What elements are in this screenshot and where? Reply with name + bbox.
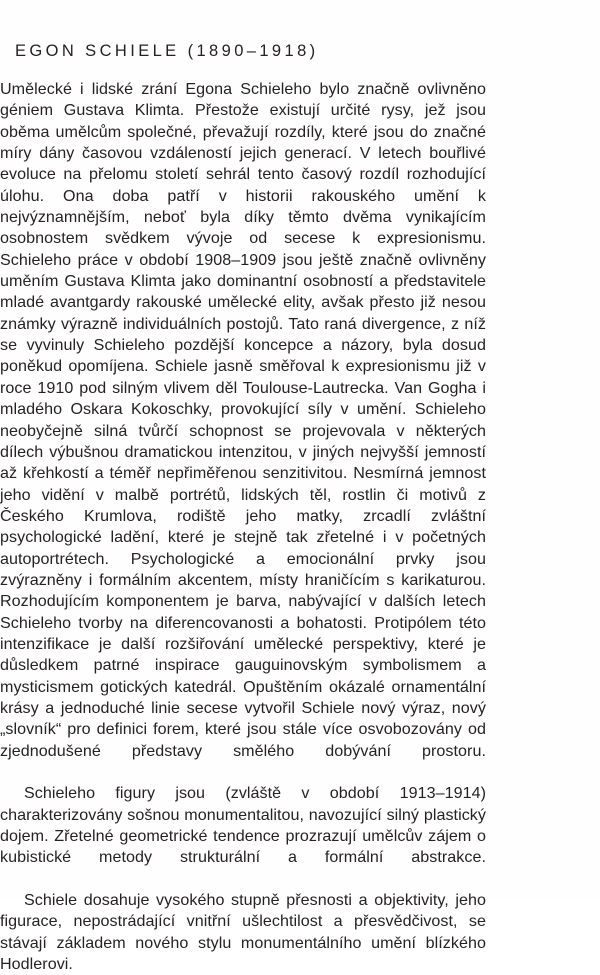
paragraph: Schiele dosahuje vysokého stupně přesnosti a objektivity, jeho figurace, nepostrádající vnitřní ušlechtilost a přesvědčivost, se stávají základem nového stylu monumentálního umění blízkého Hodlerovi. <box>0 891 486 974</box>
body-text-block <box>0 79 486 975</box>
page-title: EGON SCHIELE (1890–1918) <box>15 42 319 60</box>
paragraph: Schieleho figury jsou (zvláště v období 1913–1914) charakterizovány sošnou monumentalitou, navozující silný plastický dojem. Zřetelné geometrické tendence prozrazují umělcův zájem o kubistické metody strukturální a formální abstrakce. <box>0 784 486 867</box>
paragraph: Umělecké i lidské zrání Egona Schieleho bylo značně ovlivněno géniem Gustava Klimta. Přestože existují určité rysy, jež jsou oběma umělcům společné, převažují rozdíly, které jsou do značné míry dány časovou vzdáleností jejich generací. V letech bouřlivé evoluce na přelomu století sehrál tento časový rozdíl rozhodující úlohu. Ona doba patří v historii rakouského umění k nejvýznamnějším, neboť byla díky těmto dvěma vynikajícím osobnostem svědkem vývoje od secese k expresionismu. Schieleho práce v období 1908–1909 jsou ještě značně ovlivněny uměním Gustava Klimta jako dominantní osobností a představitele mladé avantgardy rakouské umělecké elity, avšak přesto již nesou známky výrazně individuálních postojů. Tato raná divergence, z níž se vyvinuly Schieleho pozdější koncepce a názory, byla dosud poněkud opomíjena. Schiele jasně směřoval k expresionismu již v roce 1910 pod silným vlivem děl Toulouse-Lautrecka. Van Gogha i mladého Oskara Kokoschky, provokující síly v umění. Schieleho neobyčejně silná tvůrčí schopnost se projevovala v některých dílech výbušnou dramatickou intenzitou, v jiných nejvyšší jemností až křehkostí a téměř nepřiměřenou senzitivitou. Nesmírná jemnost jeho vidění v malbě portrétů, lidských těl, rostlin či motivů z Českého Krumlova, rodiště jeho matky, zrcadlí zvláštní psychologické ladění, které je stejně tak zřetelné i v početných autoportrétech. Psychologické a emocionální prvky jsou zvýrazněny i formálním akcentem, místy hraničícím s karikaturou. Rozhodujícím komponentem je barva, nabývající v dalších letech Schieleho tvorby na diferencovanosti a bohatosti. Protipólem této intenzifikace je další rozšiřování umělecké perspektivy, které je důsledkem patrné inspirace gauguinovským symbolismem a mysticismem gotických katedrál. Opuštěním okázalé ornamentální krásy a jednoduché linie secese vytvořil Schiele nový výraz, nový „slovník“ pro definici forem, které jsou stále více osvobozovány od zjednodušené představy smělého dobývání prostoru. <box>0 80 486 760</box>
